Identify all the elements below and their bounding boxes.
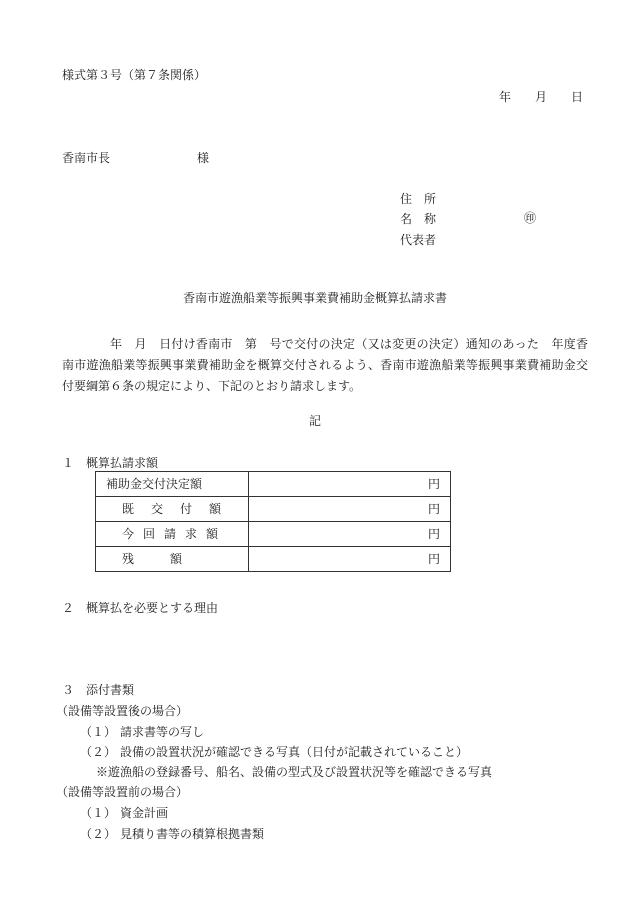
applicant-representative-label: 代表者 bbox=[400, 233, 437, 247]
section2-title: ２ 概算払を必要とする理由 bbox=[62, 601, 219, 615]
list-item bbox=[80, 807, 168, 819]
row-label: 既交付額 bbox=[96, 497, 249, 522]
row-label: 補助金交付決定額 bbox=[96, 472, 249, 497]
request-body-text: 年 月 日付け香南市 第 号で交付の決定（又は変更の決定）通知のあった 年度香南市遊漁船業等振興事業費補助金を概算交付されるよう、香南市遊漁船業等振興事業費補助金交付要綱第６条の規定により、下記のとおり請求します。 bbox=[62, 337, 588, 393]
item-text: 見積り書等の積算根拠書類 bbox=[120, 827, 265, 841]
photo-note: ※遊漁船の登録番号、船名、設備の型式及び設置状況等を確認できる写真 bbox=[96, 765, 493, 779]
seal-mark: ㊞ bbox=[524, 211, 537, 225]
form-number: 様式第３号（第７条関係） bbox=[62, 68, 207, 82]
item-number: （１） bbox=[80, 725, 117, 739]
addressee-honorific: 様 bbox=[197, 151, 210, 165]
row-label: 今回請求額 bbox=[96, 522, 249, 547]
list-item bbox=[80, 828, 264, 840]
item-number: （２） bbox=[80, 745, 117, 759]
item-number: （２） bbox=[80, 827, 117, 841]
after-installation-heading: （設備等設置後の場合） bbox=[56, 704, 189, 718]
item-text: 請求書等の写し bbox=[120, 725, 205, 739]
row-value-cell[interactable] bbox=[249, 522, 451, 547]
ki-heading: 記 bbox=[308, 414, 321, 428]
item-text: 設備の設置状況が確認できる写真（日付が記載されていること） bbox=[120, 745, 469, 759]
unit-label: 円 bbox=[427, 502, 440, 516]
amount-table bbox=[95, 471, 451, 572]
table-row bbox=[96, 522, 451, 547]
list-item bbox=[80, 746, 468, 758]
table-row bbox=[96, 547, 451, 572]
row-value-cell[interactable] bbox=[249, 497, 451, 522]
item-number: （１） bbox=[80, 806, 117, 820]
table-row bbox=[96, 497, 451, 522]
list-item bbox=[80, 726, 204, 738]
item-text: 資金計画 bbox=[120, 806, 169, 820]
row-value-cell[interactable] bbox=[249, 547, 451, 572]
section1-title: １ 概算払請求額 bbox=[62, 456, 159, 470]
applicant-address-label: 住 所 bbox=[400, 192, 437, 206]
addressee-city: 香南市長 bbox=[62, 151, 111, 165]
unit-label: 円 bbox=[427, 477, 440, 491]
date-day-label: 日 bbox=[571, 90, 584, 104]
date-line bbox=[499, 91, 583, 103]
document-title: 香南市遊漁船業等振興事業費補助金概算払請求書 bbox=[182, 291, 447, 305]
date-month-label: 月 bbox=[535, 90, 548, 104]
row-value-cell[interactable] bbox=[249, 472, 451, 497]
row-label: 残 額 bbox=[96, 547, 249, 572]
unit-label: 円 bbox=[427, 552, 440, 566]
section3-title: ３ 添付書類 bbox=[62, 683, 135, 697]
table-row bbox=[96, 472, 451, 497]
unit-label: 円 bbox=[427, 527, 440, 541]
date-year-label: 年 bbox=[499, 90, 512, 104]
before-installation-heading: （設備等設置前の場合） bbox=[56, 785, 189, 799]
applicant-name-label: 名 称 bbox=[400, 212, 437, 226]
